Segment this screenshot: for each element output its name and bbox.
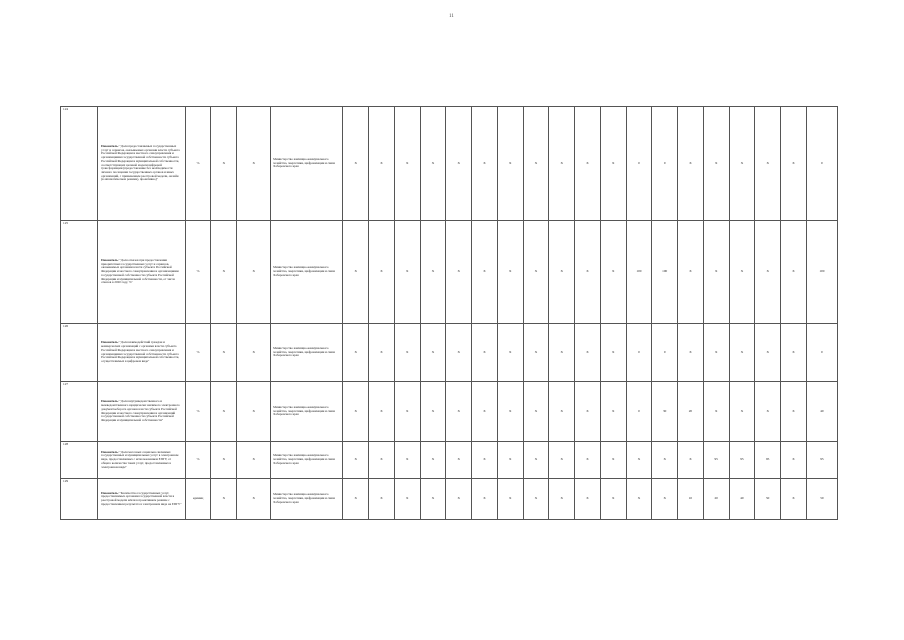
table-row	[61, 324, 838, 382]
unit-cell: %	[185, 324, 211, 382]
indicator-text: "Доля массовых социально значимых государственных и муниципальных услуг в электронном виде, предоставляемых с использованием ЕПГУ, от общего количества таких услуг, предоставляемых в электронном виде"	[101, 449, 179, 469]
value-cell: X	[343, 107, 369, 221]
value-cell: X	[394, 442, 420, 479]
responsible-cell: Министерство жилищно-коммунального хозяйства, энергетики, цифровизации и связи Хабаровского края	[271, 324, 343, 382]
indicators-table	[60, 106, 838, 520]
value-cell: X	[237, 221, 271, 324]
indicator-label: Показатель	[101, 340, 118, 345]
value-cell: X	[549, 382, 575, 442]
value-cell: X	[343, 221, 369, 324]
table-row	[61, 479, 838, 520]
value-cell: X	[394, 324, 420, 382]
indicator-cell: Показатель: "Доля отказов при предоставлении приоритетных государственных услуг и сервисов, оказываемых органами власти субъекта Российской Федерации и местного самоуправления и организациями государственной собственности субъекта Российской Федерации и муниципальной собственности, от числа отказов в 2020 году, %"	[98, 221, 186, 324]
value-cell: X	[678, 221, 704, 324]
value-cell: X	[420, 442, 446, 479]
value-cell: X	[343, 324, 369, 382]
value-cell: X	[549, 442, 575, 479]
row-number: 126	[61, 324, 98, 382]
value-cell: X	[211, 479, 237, 520]
value-cell: X	[497, 107, 523, 221]
value-cell: X	[729, 324, 755, 382]
indicator-cell: Показатель: "Доля внутриведомственного и межведомственного юридически значимого электронного документооборота органов власти субъекта Российской Федерации и местного самоуправления и организаций государственной собственности субъекта Российской Федерации и муниципальной собственности"	[98, 382, 186, 442]
value-cell: X	[600, 221, 626, 324]
value-cell: 95	[755, 442, 781, 479]
indicator-text: "Доля предоставляемых государственных услуг и сервисов, оказываемых органами власти субъекта Российской Федерации и местного самоуправления и организациями государственной собственности субъекта Российской Федерации и муниципальной собственности, соответствующих целевой модели цифровой трансформации (предоставление без необходимости личного посещения государственных органов и иных организаций, с применением реестровой модели, онлайн (в автоматическом режиме), проактивно)"	[101, 144, 180, 182]
indicator-label: Показатель	[101, 490, 118, 495]
value-cell: X	[394, 107, 420, 221]
value-cell: X	[626, 479, 652, 520]
value-cell: 0	[806, 107, 837, 221]
value-cell: X	[394, 479, 420, 520]
value-cell: X	[781, 479, 807, 520]
value-cell: X	[420, 324, 446, 382]
value-cell: X	[575, 382, 601, 442]
responsible-cell: Министерство жилищно-коммунального хозяйства, энергетики, цифровизации и связи Хабаровского края	[271, 479, 343, 520]
value-cell: X	[781, 442, 807, 479]
value-cell: X	[497, 221, 523, 324]
value-cell: X	[600, 324, 626, 382]
indicator-label: Показатель	[101, 399, 118, 404]
table-row	[61, 442, 838, 479]
value-cell: X	[237, 107, 271, 221]
value-cell: X	[703, 324, 729, 382]
value-cell: X	[523, 221, 549, 324]
value-cell: X	[497, 479, 523, 520]
value-cell: X	[575, 324, 601, 382]
value-cell: X	[755, 107, 781, 221]
value-cell: X	[472, 324, 498, 382]
value-cell: X	[678, 107, 704, 221]
value-cell: X	[211, 107, 237, 221]
value-cell: X	[600, 382, 626, 442]
value-cell: X	[497, 324, 523, 382]
value-cell: 20	[678, 382, 704, 442]
value-cell: X	[237, 479, 271, 520]
value-cell: X	[472, 442, 498, 479]
value-cell: X	[237, 324, 271, 382]
value-cell: X	[600, 442, 626, 479]
value-cell: X	[523, 107, 549, 221]
value-cell: X	[729, 107, 755, 221]
value-cell: 10	[678, 479, 704, 520]
value-cell: X	[343, 442, 369, 479]
value-cell: X	[523, 382, 549, 442]
row-number: 124	[61, 107, 98, 221]
value-cell: X	[237, 382, 271, 442]
value-cell: X	[703, 107, 729, 221]
responsible-cell: Министерство жилищно-коммунального хозяйства, энергетики, цифровизации и связи Хабаровского края	[271, 442, 343, 479]
value-cell: 95	[729, 442, 755, 479]
value-cell: X	[446, 324, 472, 382]
value-cell: X	[420, 382, 446, 442]
value-cell: 0	[652, 324, 678, 382]
unit-cell: %	[185, 382, 211, 442]
table-row	[61, 382, 838, 442]
value-cell: X	[394, 382, 420, 442]
value-cell: X	[600, 479, 626, 520]
indicator-label: Показатель	[101, 144, 118, 149]
value-cell: X	[781, 107, 807, 221]
value-cell: 0	[806, 324, 837, 382]
value-cell: X	[575, 442, 601, 479]
value-cell: X	[781, 221, 807, 324]
indicator-cell: Показатель: "Доля предоставляемых государственных услуг и сервисов, оказываемых органами власти субъекта Российской Федерации и местного самоуправления и организациями государственной собственности субъекта Российской Федерации и муниципальной собственности, соответствующих целевой модели цифровой трансформации (предоставление без необходимости личного посещения государственных органов и иных организаций, с применением реестровой модели, онлайн (в автоматическом режиме), проактивно)"	[98, 107, 186, 221]
value-cell: X	[549, 107, 575, 221]
table-row	[61, 107, 838, 221]
value-cell: 0	[626, 382, 652, 442]
indicator-text: "Доля взаимодействий граждан и коммерческих организаций с органами власти субъекта Российской Федерации и местного самоуправления и организациями государственной собственности субъекта Российской Федерации и муниципальной собственности, осуществляемых в цифровом виде"	[101, 340, 180, 363]
value-cell: 95	[806, 442, 837, 479]
value-cell: X	[781, 382, 807, 442]
value-cell: X	[420, 221, 446, 324]
responsible-cell: Министерство жилищно-коммунального хозяйства, энергетики, цифровизации и связи Хабаровского края	[271, 107, 343, 221]
value-cell: X	[446, 382, 472, 442]
value-cell: X	[472, 382, 498, 442]
indicator-text: "Количество государственных услуг, предоставляемых органами государственной власти в реестровой модели и/или в проактивном режиме с предоставлением результата в электронном виде на ЕПГУ"	[101, 490, 182, 506]
value-cell: X	[369, 221, 395, 324]
value-cell: 50	[755, 479, 781, 520]
value-cell: X	[781, 324, 807, 382]
indicator-cell: Показатель: "Доля массовых социально значимых государственных и муниципальных услуг в электронном виде, предоставляемых с использованием ЕПГУ, от общего количества таких услуг, предоставляемых в электронном виде"	[98, 442, 186, 479]
row-number: 129	[61, 479, 98, 520]
value-cell: 95	[703, 442, 729, 479]
value-cell: X	[369, 442, 395, 479]
value-cell: X	[211, 324, 237, 382]
value-cell: X	[703, 382, 729, 442]
value-cell: X	[211, 382, 237, 442]
indicator-cell: Показатель: "Количество государственных услуг, предоставляемых органами государственной власти в реестровой модели и/или в проактивном режиме с предоставлением результата в электронном виде на ЕПГУ"	[98, 479, 186, 520]
indicator-label: Показатель	[101, 258, 118, 263]
responsible-cell: Министерство жилищно-коммунального хозяйства, энергетики, цифровизации и связи Хабаровского края	[271, 221, 343, 324]
value-cell: 100	[626, 221, 652, 324]
responsible-cell: Министерство жилищно-коммунального хозяйства, энергетики, цифровизации и связи Хабаровского края	[271, 382, 343, 442]
value-cell: 100	[652, 221, 678, 324]
value-cell: X	[549, 324, 575, 382]
value-cell: X	[420, 479, 446, 520]
value-cell: X	[729, 382, 755, 442]
table-row	[61, 221, 838, 324]
value-cell: X	[369, 324, 395, 382]
value-cell: X	[755, 221, 781, 324]
value-cell: X	[729, 221, 755, 324]
value-cell: X	[446, 107, 472, 221]
indicator-text: "Доля отказов при предоставлении приоритетных государственных услуг и сервисов, оказываемых органами власти субъекта Российской Федерации и местного самоуправления и организациями государственной собственности субъекта Российской Федерации и муниципальной собственности, от числа отказов в 2020 году, %"	[101, 258, 179, 285]
value-cell: X	[703, 221, 729, 324]
value-cell: X	[211, 442, 237, 479]
value-cell: X	[420, 107, 446, 221]
value-cell: 0	[626, 324, 652, 382]
unit-cell: %	[185, 442, 211, 479]
value-cell: X	[600, 107, 626, 221]
row-number: 128	[61, 442, 98, 479]
value-cell: X	[446, 479, 472, 520]
value-cell: X	[472, 107, 498, 221]
indicator-text: "Доля внутриведомственного и межведомственного юридически значимого электронного документооборота органов власти субъекта Российской Федерации и местного самоуправления и организаций государственной собственности субъекта Российской Федерации и муниципальной собственности"	[101, 399, 180, 422]
value-cell: X	[497, 382, 523, 442]
row-number: 127	[61, 382, 98, 442]
value-cell: X	[369, 107, 395, 221]
value-cell: X	[523, 324, 549, 382]
value-cell: X	[678, 324, 704, 382]
row-number: 125	[61, 221, 98, 324]
value-cell: 50	[806, 479, 837, 520]
value-cell: X	[523, 442, 549, 479]
value-cell: X	[343, 382, 369, 442]
value-cell: 0	[652, 107, 678, 221]
value-cell: X	[472, 221, 498, 324]
value-cell: X	[575, 221, 601, 324]
value-cell: X	[523, 479, 549, 520]
value-cell: X	[575, 107, 601, 221]
value-cell: 20	[703, 479, 729, 520]
value-cell: X	[369, 382, 395, 442]
value-cell: X	[343, 479, 369, 520]
value-cell: X	[652, 442, 678, 479]
page-number: 11	[449, 14, 454, 19]
value-cell: X	[472, 479, 498, 520]
value-cell: X	[446, 442, 472, 479]
value-cell: X	[575, 479, 601, 520]
value-cell: X	[755, 382, 781, 442]
value-cell: 40	[729, 479, 755, 520]
value-cell: X	[626, 442, 652, 479]
value-cell: 0	[626, 107, 652, 221]
indicator-label: Показатель	[101, 449, 118, 454]
value-cell: X	[369, 479, 395, 520]
value-cell: 100	[806, 221, 837, 324]
indicator-cell: Показатель: "Доля взаимодействий граждан и коммерческих организаций с органами власти субъекта Российской Федерации и местного самоуправления и организациями государственной собственности субъекта Российской Федерации и муниципальной собственности, осуществляемых в цифровом виде"	[98, 324, 186, 382]
value-cell: X	[549, 479, 575, 520]
value-cell: X	[755, 324, 781, 382]
value-cell: 30	[652, 382, 678, 442]
value-cell: X	[394, 221, 420, 324]
value-cell: X	[211, 221, 237, 324]
value-cell: 40	[806, 382, 837, 442]
unit-cell: единиц	[185, 479, 211, 520]
unit-cell: %	[185, 221, 211, 324]
value-cell: X	[237, 442, 271, 479]
value-cell: X	[446, 221, 472, 324]
value-cell: X	[652, 479, 678, 520]
unit-cell: %	[185, 107, 211, 221]
value-cell: X	[497, 442, 523, 479]
value-cell: X	[549, 221, 575, 324]
value-cell: X	[678, 442, 704, 479]
